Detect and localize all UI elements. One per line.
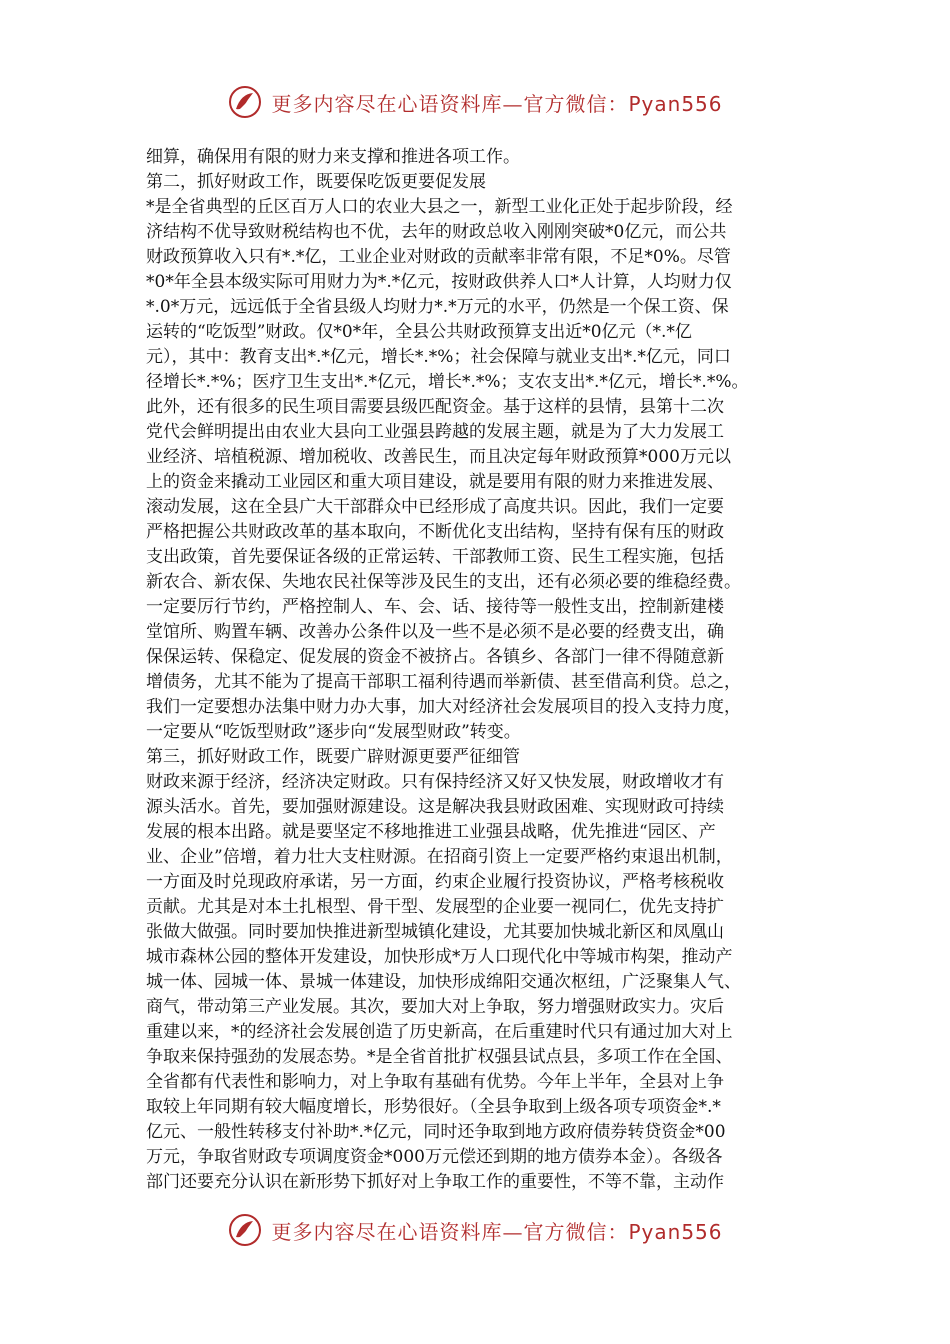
- text-line: 一定要厉行节约，严格控制人、车、会、话、接待等一般性支出，控制新建楼: [146, 597, 724, 617]
- banner-text-cn: 更多内容尽在心语资料库—官方微信：: [271, 1219, 629, 1244]
- brand-logo-icon: [227, 1212, 263, 1248]
- banner-text: [271, 88, 722, 117]
- text-line: 第二，抓好财政工作，既要保吃饭更要促发展: [146, 172, 486, 192]
- banner-text-cn: 更多内容尽在心语资料库—官方微信：: [271, 91, 629, 116]
- text-line: 取较上年同期有较大幅度增长，形势很好。（全县争取到上级各项专项资金*.*: [146, 1097, 721, 1117]
- text-line: 元），其中：教育支出*.*亿元，增长*.*%；社会保障与就业支出*.*亿元，同口: [146, 347, 731, 367]
- text-line: 重建以来，*的经济社会发展创造了历史新高，在后重建时代只有通过加大对上: [146, 1022, 733, 1042]
- text-line: 径增长*.*%；医疗卫生支出*.*亿元，增长*.*%；支农支出*.*亿元，增长*.*%。: [146, 372, 749, 392]
- text-line: *.0*万元，远远低于全省县级人均财力*.*万元的水平，仍然是一个保工资、保: [146, 297, 729, 317]
- text-line: 财政预算收入只有*.*亿，工业企业对财政的贡献率非常有限，不足*0%。尽管: [146, 247, 731, 267]
- text-line: 增债务，尤其不能为了提高干部职工福利待遇而举新债、甚至借高利贷。总之，: [146, 672, 741, 692]
- text-line: 此外，还有很多的民生项目需要县级匹配资金。基于这样的县情，县第十二次: [146, 397, 724, 417]
- text-line: 一定要从“吃饭型财政”逐步向“发展型财政”转变。: [146, 722, 521, 742]
- text-line: 新农合、新农保、失地农民社保等涉及民生的支出，还有必须必要的维稳经费。: [146, 572, 741, 592]
- text-line: 保保运转、保稳定、促发展的资金不被挤占。各镇乡、各部门一律不得随意新: [146, 647, 724, 667]
- text-line: 业、企业”倍增，着力壮大支柱财源。在招商引资上一定要严格约束退出机制，: [146, 847, 733, 867]
- text-line: 争取来保持强劲的发展态势。*是全省首批扩权强县试点县，多项工作在全国、: [146, 1047, 733, 1067]
- text-line: *是全省典型的丘区百万人口的农业大县之一，新型工业化正处于起步阶段，经: [146, 197, 733, 217]
- text-line: 一方面及时兑现政府承诺，另一方面，约束企业履行投资协议，严格考核税收: [146, 872, 724, 892]
- text-line: 贡献。尤其是对本土扎根型、骨干型、发展型的企业要一视同仁，优先支持扩: [146, 897, 724, 917]
- banner-wechat-id: Pyan556: [628, 91, 723, 116]
- text-line: 万元，争取省财政专项调度资金*000万元偿还到期的地方债券本金）。各级各: [146, 1147, 723, 1167]
- text-line: 张做大做强。同时要加快推进新型城镇化建设，尤其要加快城北新区和凤凰山: [146, 922, 724, 942]
- text-line: 业经济、培植税源、增加税收、改善民生，而且决定每年财政预算*000万元以: [146, 447, 731, 467]
- brand-logo-icon: [227, 84, 263, 120]
- text-line: 部门还要充分认识在新形势下抓好对上争取工作的重要性，不等不靠，主动作: [146, 1172, 724, 1192]
- text-line: 源头活水。首先，要加强财源建设。这是解决我县财政困难、实现财政可持续: [146, 797, 724, 817]
- text-line: 党代会鲜明提出由农业大县向工业强县跨越的发展主题，就是为了大力发展工: [146, 422, 724, 442]
- text-line: 运转的“吃饭型”财政。仅*0*年，全县公共财政预算支出近*0亿元（*.*亿: [146, 322, 692, 342]
- text-line: 发展的根本出路。就是要坚定不移地推进工业强县战略，优先推进“园区、产: [146, 822, 716, 842]
- text-line: 全省都有代表性和影响力，对上争取有基础有优势。今年上半年，全县对上争: [146, 1072, 724, 1092]
- text-line: 我们一定要想办法集中财力办大事，加大对经济社会发展项目的投入支持力度，: [146, 697, 741, 717]
- text-line: 严格把握公共财政改革的基本取向，不断优化支出结构，坚持有保有压的财政: [146, 522, 724, 542]
- text-line: 堂馆所、购置车辆、改善办公条件以及一些不是必须不是必要的经费支出，确: [146, 622, 724, 642]
- banner-wechat-id: Pyan556: [628, 1219, 723, 1244]
- text-line: 细算，确保用有限的财力来支撑和推进各项工作。: [146, 147, 520, 167]
- text-line: 滚动发展，这在全县广大干部群众中已经形成了高度共识。因此，我们一定要: [146, 497, 724, 517]
- text-line: 上的资金来撬动工业园区和重大项目建设，就是要用有限的财力来推进发展、: [146, 472, 724, 492]
- text-line: 济结构不优导致财税结构也不优，去年的财政总收入刚刚突破*0亿元，而公共: [146, 222, 727, 242]
- header-banner: [0, 80, 950, 124]
- banner-text: [271, 1216, 722, 1245]
- footer-banner: [0, 1208, 950, 1252]
- text-line: 第三，抓好财政工作，既要广辟财源更要严征细管: [146, 747, 520, 767]
- text-line: 财政来源于经济，经济决定财政。只有保持经济又好又快发展，财政增收才有: [146, 772, 724, 792]
- text-line: *0*年全县本级实际可用财力为*.*亿元，按财政供养人口*人计算，人均财力仅: [146, 272, 732, 292]
- text-line: 城市森林公园的整体开发建设，加快形成*万人口现代化中等城市构架，推动产: [146, 947, 733, 967]
- text-line: 亿元、一般性转移支付补助*.*亿元，同时还争取到地方政府债券转贷资金*00: [146, 1122, 726, 1142]
- document-body: [146, 145, 818, 1195]
- text-line: 商气，带动第三产业发展。其次，要加大对上争取，努力增强财政实力。灾后: [146, 997, 724, 1017]
- text-line: 支出政策，首先要保证各级的正常运转、干部教师工资、民生工程实施，包括: [146, 547, 724, 567]
- text-line: 城一体、园城一体、景城一体建设，加快形成绵阳交通次枢纽，广泛聚集人气、: [146, 972, 741, 992]
